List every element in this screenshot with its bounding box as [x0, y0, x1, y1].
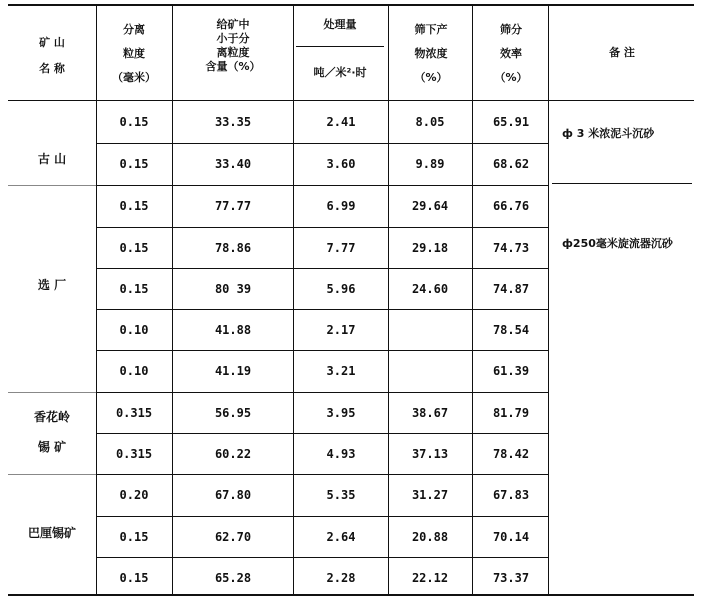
cell-cut: 0.10 [119, 322, 149, 337]
remark-plant: ф250毫米旋流器沉砂 [562, 237, 673, 250]
cell-feed: 33.40 [214, 156, 252, 171]
cell-conc [390, 309, 470, 350]
cell-eff: 68.62 [492, 156, 530, 171]
cell-cap: 3.21 [326, 363, 356, 378]
cell-cap: 7.77 [326, 240, 356, 255]
mine-bali: 巴厘锡矿 [27, 526, 76, 540]
cell-feed: 67.80 [214, 487, 252, 502]
cell-cut: 0.15 [119, 114, 149, 129]
cell-cap: 6.99 [326, 198, 356, 213]
group-separator [8, 474, 96, 475]
cell-cap: 5.35 [326, 487, 356, 502]
col-sep-5 [472, 5, 473, 595]
cell-cut: 0.15 [119, 281, 149, 296]
cell-conc: 9.89 [415, 156, 445, 171]
cell-eff: 73.37 [492, 570, 530, 585]
header-efficiency: 筛分 效率 （%） [494, 23, 528, 84]
header-feed-content: 给矿中 小于分 离粒度 含量（%） [205, 18, 261, 73]
cell-feed: 56.95 [214, 405, 252, 420]
remark-sep-1 [552, 183, 692, 184]
cell-cut: 0.15 [119, 156, 149, 171]
cell-cut: 0.10 [119, 363, 149, 378]
cell-eff: 78.54 [492, 322, 530, 337]
capacity-header-divider [296, 46, 384, 47]
cell-cap: 2.28 [326, 570, 356, 585]
cell-feed: 62.70 [214, 529, 252, 544]
cell-feed: 78.86 [214, 240, 252, 255]
cell-feed: 41.88 [214, 322, 252, 337]
cell-cut: 0.315 [115, 405, 153, 420]
col-sep-4 [388, 5, 389, 595]
cell-cap: 2.41 [326, 114, 356, 129]
cell-conc: 22.12 [411, 570, 449, 585]
cell-cut: 0.315 [115, 446, 153, 461]
mine-xianghualing: 香花岭 锡 矿 [33, 410, 70, 454]
cell-eff: 81.79 [492, 405, 530, 420]
mine-plant: 选 厂 [37, 278, 67, 292]
cell-conc: 31.27 [411, 487, 449, 502]
cell-feed: 33.35 [214, 114, 252, 129]
cell-cut: 0.15 [119, 198, 149, 213]
cell-conc: 8.05 [415, 114, 445, 129]
cell-conc: 20.88 [411, 529, 449, 544]
col-sep-3 [293, 5, 294, 595]
cell-cap: 2.17 [326, 322, 356, 337]
cell-conc: 29.18 [411, 240, 449, 255]
header-capacity-unit: 吨／米²·时 [313, 66, 367, 79]
cell-cut: 0.15 [119, 570, 149, 585]
remark-gushan: ф 3 米浓泥斗沉砂 [562, 127, 655, 140]
cell-eff: 66.76 [492, 198, 530, 213]
cell-feed: 77.77 [214, 198, 252, 213]
cell-conc: 24.60 [411, 281, 449, 296]
header-remarks: 备 注 [609, 46, 635, 59]
cell-eff: 74.87 [492, 281, 530, 296]
cell-cap: 3.95 [326, 405, 356, 420]
cell-eff: 65.91 [492, 114, 530, 129]
cell-feed: 80 39 [214, 281, 252, 296]
col-sep-1 [96, 5, 97, 595]
cell-cap: 3.60 [326, 156, 356, 171]
header-capacity: 处理量 [323, 18, 357, 31]
group-separator [8, 392, 96, 393]
header-mine: 矿 山 名 称 [39, 36, 65, 75]
cell-cut: 0.15 [119, 529, 149, 544]
cell-cap: 5.96 [326, 281, 356, 296]
header-cut-size: 分离 粒度 （毫米） [112, 23, 156, 84]
header-underflow-density: 筛下产 物浓度 （%） [414, 23, 448, 84]
group-separator [8, 185, 96, 186]
mine-gushan: 古 山 [37, 152, 67, 166]
col-sep-6 [548, 5, 549, 595]
cell-feed: 65.28 [214, 570, 252, 585]
col-sep-2 [172, 5, 173, 595]
cell-conc: 38.67 [411, 405, 449, 420]
cell-conc: 37.13 [411, 446, 449, 461]
cell-eff: 70.14 [492, 529, 530, 544]
cell-feed: 60.22 [214, 446, 252, 461]
table-top-rule [8, 4, 694, 6]
cell-eff: 78.42 [492, 446, 530, 461]
cell-feed: 41.19 [214, 363, 252, 378]
cell-conc [390, 350, 470, 391]
cell-conc: 29.64 [411, 198, 449, 213]
cell-cut: 0.20 [119, 487, 149, 502]
cell-eff: 74.73 [492, 240, 530, 255]
cell-cut: 0.15 [119, 240, 149, 255]
cell-eff: 67.83 [492, 487, 530, 502]
cell-cap: 2.64 [326, 529, 356, 544]
cell-eff: 61.39 [492, 363, 530, 378]
cell-cap: 4.93 [326, 446, 356, 461]
